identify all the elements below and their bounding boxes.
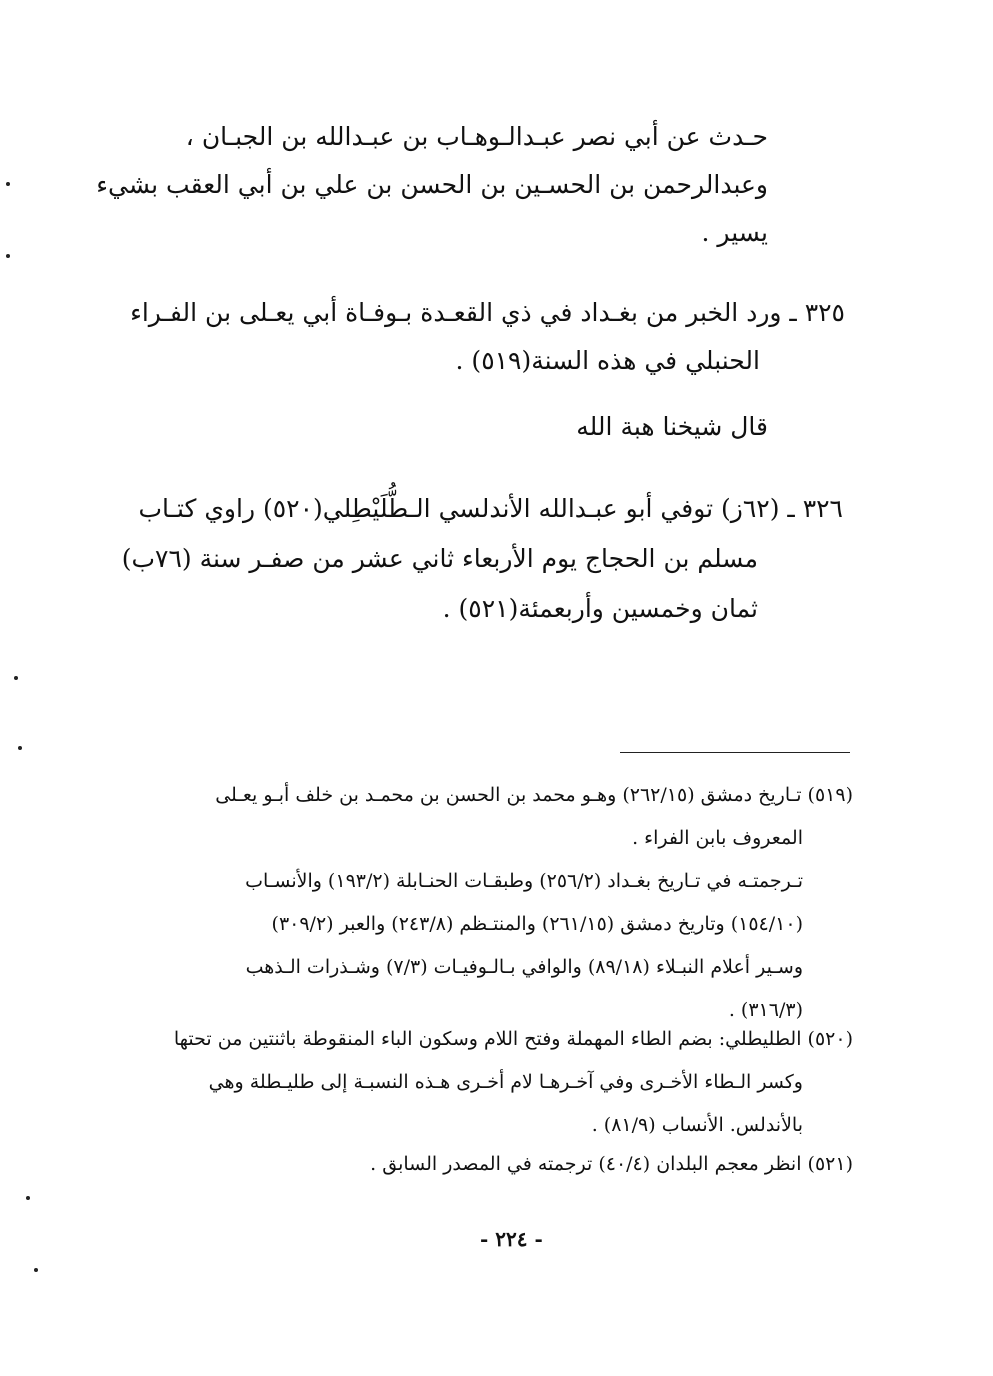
text-line: ثمان وخمسين وأربعمئة(٥٢١) . (442, 594, 758, 623)
scan-speck (14, 676, 18, 680)
footnote-line: (٣١٦/٣) . (728, 999, 803, 1021)
scan-speck (34, 1268, 38, 1272)
text-line: يسير . (701, 218, 768, 247)
footnote-line: (٥٢١) انظر معجم البلدان (٤٠/٤) ترجمته في المصدر السابق . (370, 1153, 853, 1175)
footnote-line: تـرجمتـه في تـاريخ بغـداد (٢٥٦/٢) وطبقـات الحنـابلة (١٩٣/٢) والأنسـاب (245, 870, 803, 892)
scan-speck (6, 182, 10, 186)
footnote-divider (620, 752, 850, 753)
footnote-line: (٥٢٠) الطليطلي: بضم الطاء المهملة وفتح اللام وسكون الباء المنقوطة باثنتين من تحتها (173, 1028, 853, 1050)
text-line: وعبدالرحمن بن الحسـين بن الحسن بن علي بن أبي العقب بشيء (96, 170, 768, 199)
text-line: قال شيخنا هبة الله (576, 412, 768, 441)
footnote-line: (١٥٤/١٠) وتاريخ دمشق (٢٦١/١٥) والمنتـظم (٢٤٣/٨) والعبر (٣٠٩/٢) (271, 913, 803, 935)
text-line: حـدث عن أبي نصر عبـدالـوهـاب بن عبـدالله بن الجبـان ، (185, 122, 768, 151)
footnote-line: وكسر الـطاء الأخـرى وفي آخـرهـا لام أخـرى هـذه النسبـة إلى طليـطلة وهي (208, 1071, 803, 1093)
paragraph-narration (96, 122, 768, 268)
footnote-521 (153, 1155, 853, 1198)
footnote-line: المعروف بابن الفراء . (632, 827, 803, 849)
paragraph-entry-325 (130, 298, 845, 396)
text-line: مسلم بن الحجاج يوم الأربعاء ثاني عشر من صفـر سنة (٧٦ب) (121, 544, 758, 573)
scan-speck (6, 254, 10, 258)
text-line: الحنبلي في هذه السنة(٥١٩) . (455, 346, 760, 375)
footnote-520 (153, 1030, 853, 1159)
paragraph-entry-326 (121, 494, 843, 646)
footnote-line: (٥١٩) تـاريخ دمشق (٢٦٢/١٥) وهـو محمد بن الحسن بن محمـد بن خلف أبـو يعـلى (215, 784, 853, 806)
page-number: - ٢٢٤ - (480, 1227, 543, 1251)
text-line: ٣٢٦ ـ (٦٢ز) توفي أبو عبـدالله الأندلسي الـطُّلَيْطِلي(٥٢٠) راوي كتـاب (138, 494, 843, 523)
paragraph-quote-intro (168, 414, 768, 439)
footnote-line: وسـير أعلام النبـلاء (٨٩/١٨) والوافي بـالـوفيـات (٧/٣) وشـذرات الـذهب (245, 956, 803, 978)
footnote-line: بالأندلس. الأنساب (٨١/٩) . (591, 1114, 803, 1136)
footnote-519 (153, 786, 853, 1044)
scan-speck (26, 1196, 30, 1200)
scan-speck (18, 746, 22, 750)
text-line: ٣٢٥ ـ ورد الخبر من بغـداد في ذي القعـدة بـوفـاة أبي يعـلى بن الفـراء (130, 298, 845, 327)
